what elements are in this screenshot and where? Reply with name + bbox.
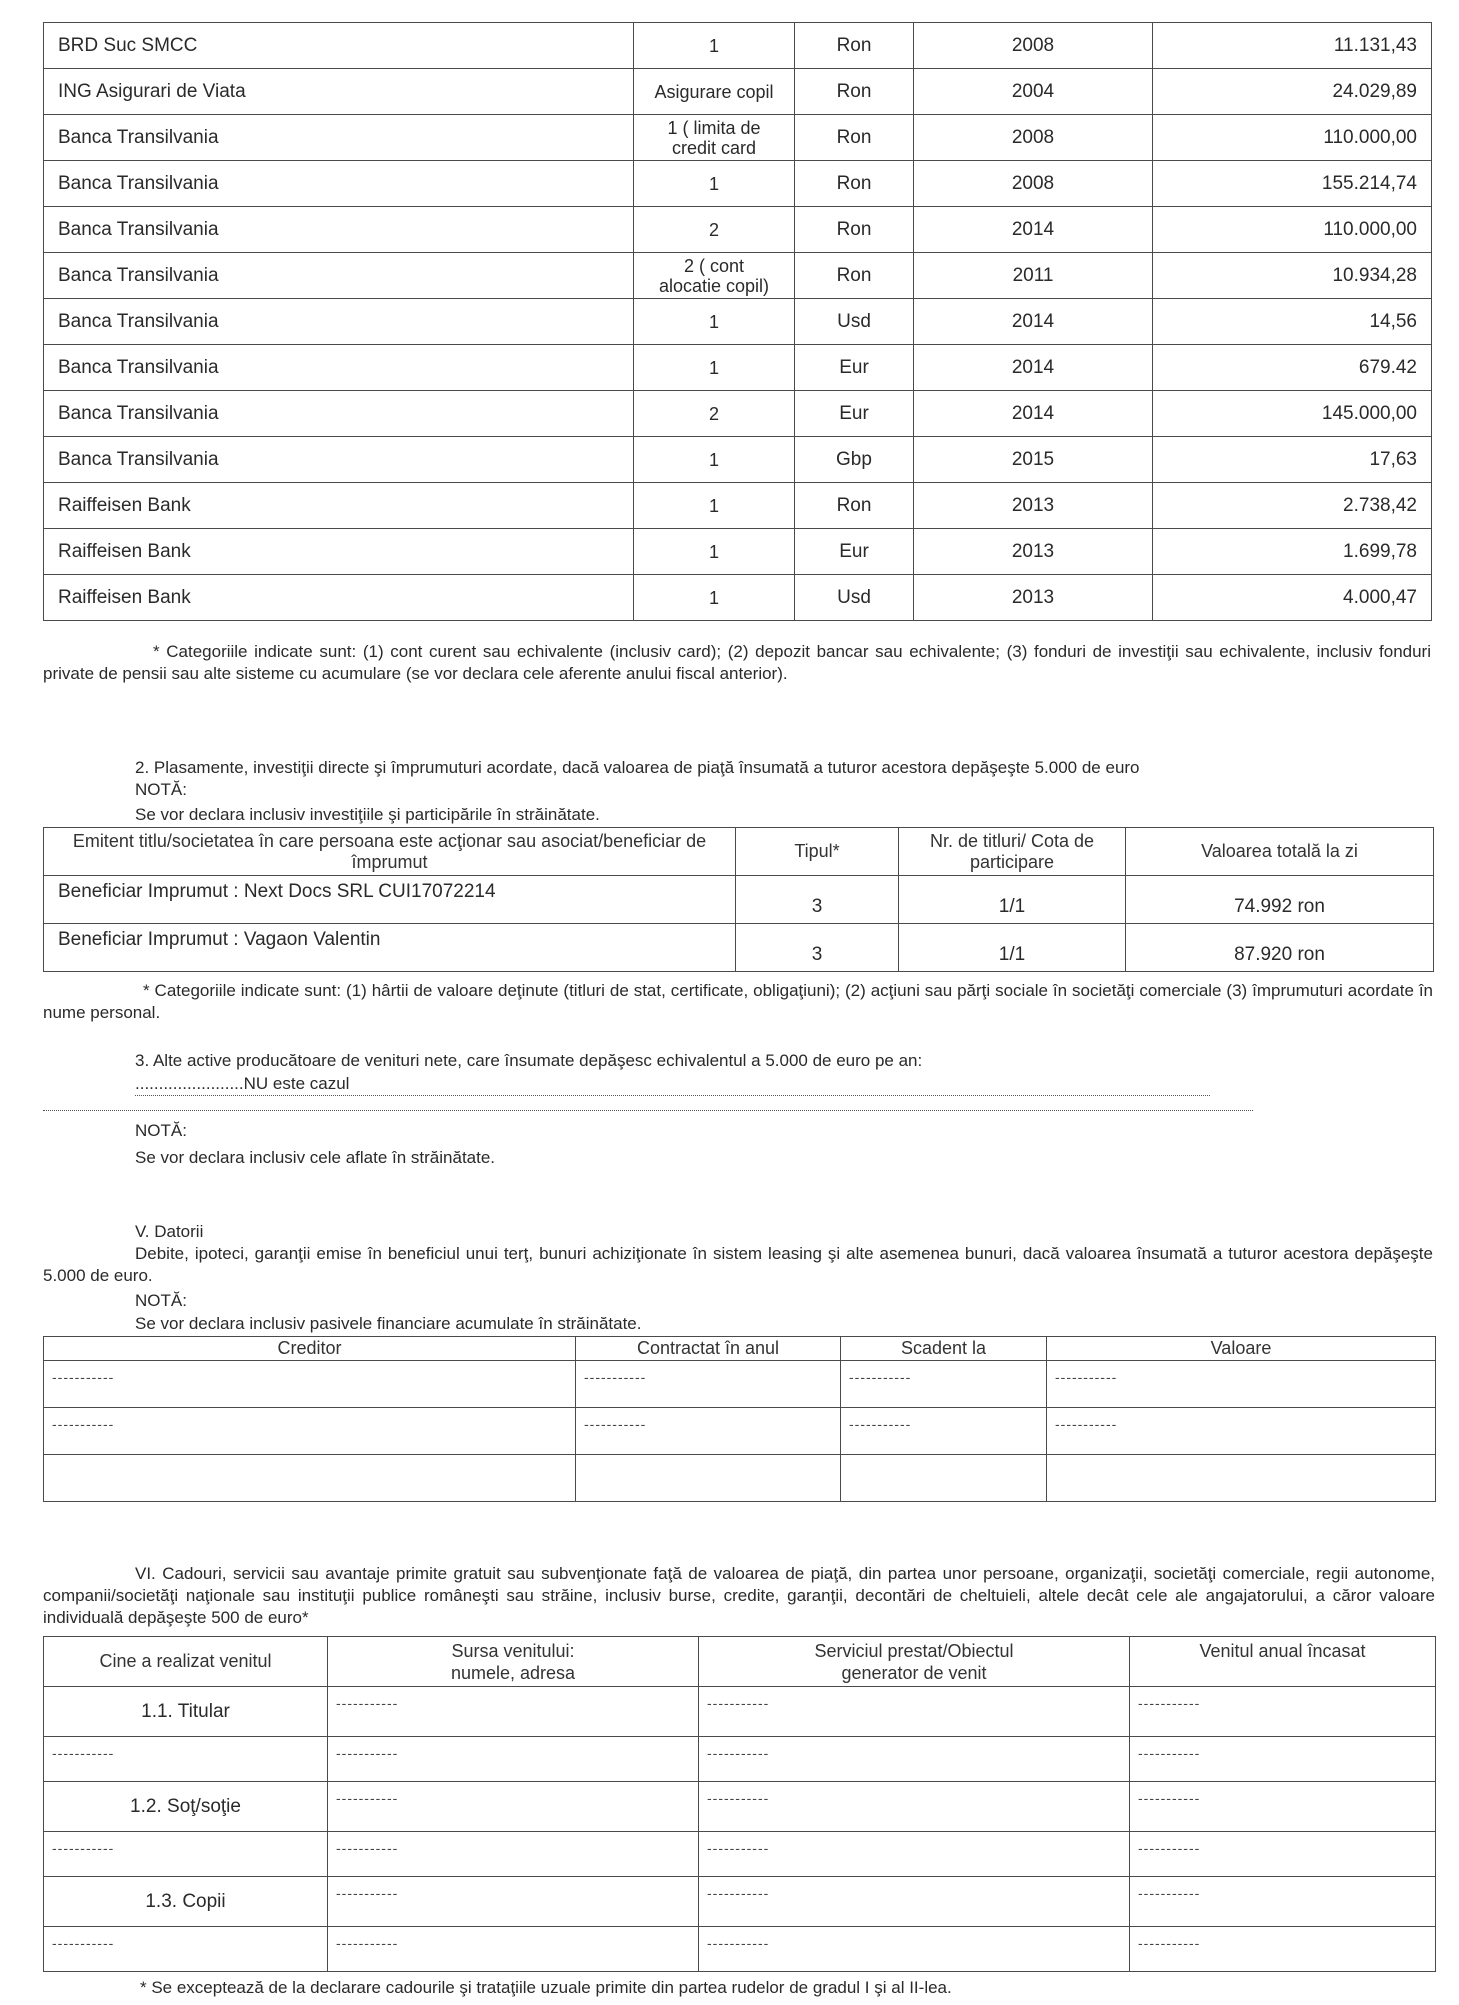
investments-header-row (44, 828, 1434, 876)
table-row (44, 1737, 1436, 1782)
account-type-cell: 1 (634, 575, 795, 621)
currency-cell: Usd (795, 299, 914, 345)
institution-cell: ING Asigurari de Viata (44, 69, 634, 115)
balance-cell: 145.000,00 (1153, 391, 1432, 437)
source-cell: ----------- (328, 1877, 699, 1927)
table-row (44, 483, 1432, 529)
creditor-cell: ----------- (44, 1408, 576, 1455)
account-type-cell: 1 (634, 299, 795, 345)
accounts-footnote: * Categoriile indicate sunt: (1) cont curent sau echivalente (inclusiv card); (2) depozit bancar sau echivalente; (3) fonduri de investiţii sau echivalente, inclusiv fonduri private de pensii sau alte sisteme cu acumulare (se vor declara cele aferente anului fiscal anterior). (43, 642, 1431, 683)
contract-year-cell (576, 1455, 841, 1502)
creditor-header: Creditor (44, 1337, 576, 1361)
year-opened-cell: 2008 (914, 115, 1153, 161)
currency-cell: Eur (795, 391, 914, 437)
table-row (44, 345, 1432, 391)
gifts-table (43, 1636, 1436, 1972)
currency-cell: Ron (795, 161, 914, 207)
debt-value-cell (1047, 1455, 1436, 1502)
debts-nota-text: Se vor declara inclusiv pasivele financiare acumulate în străinătate. (135, 1314, 642, 1333)
income-cell: ----------- (1130, 1687, 1436, 1737)
table-row (44, 1455, 1436, 1502)
other-assets-value (135, 1073, 1210, 1096)
balance-cell: 11.131,43 (1153, 23, 1432, 69)
contract-year-cell: ----------- (576, 1408, 841, 1455)
who-cell: ----------- (44, 1832, 328, 1877)
investments-table (43, 827, 1434, 972)
who-cell: 1.2. Soţ/soţie (44, 1782, 328, 1832)
table-row (44, 575, 1432, 621)
account-type-cell: 2 ( cont alocatie copil) (634, 253, 795, 299)
who-cell: ----------- (44, 1737, 328, 1782)
due-header: Scadent la (841, 1337, 1047, 1361)
source-cell: ----------- (328, 1737, 699, 1782)
institution-cell: Raiffeisen Bank (44, 529, 634, 575)
year-opened-cell: 2014 (914, 345, 1153, 391)
other-assets-nota-text: Se vor declara inclusiv cele aflate în străinătate. (135, 1148, 496, 1167)
income-cell: ----------- (1130, 1877, 1436, 1927)
value-cell: 74.992 ron (1126, 876, 1434, 924)
balance-cell: 17,63 (1153, 437, 1432, 483)
account-type-cell: 2 (634, 207, 795, 253)
table-row (44, 1832, 1436, 1877)
service-cell: ----------- (699, 1782, 1130, 1832)
table-row (44, 1361, 1436, 1408)
table-row (44, 207, 1432, 253)
income-cell: ----------- (1130, 1782, 1436, 1832)
gifts-header-row (44, 1637, 1436, 1687)
table-row (44, 1877, 1436, 1927)
year-opened-cell: 2013 (914, 483, 1153, 529)
service-cell: ----------- (699, 1737, 1130, 1782)
debts-section-title: V. Datorii (135, 1222, 204, 1241)
institution-cell: Banca Transilvania (44, 437, 634, 483)
debts-nota: NOTĂ: (135, 1291, 187, 1310)
currency-cell: Ron (795, 207, 914, 253)
account-type-cell: 1 (634, 23, 795, 69)
income-cell: ----------- (1130, 1832, 1436, 1877)
gifts-footnote: * Se exceptează de la declarare cadourile şi trataţiile uzuale primite din partea rudelor de gradul I şi al II-lea. (140, 1978, 952, 1997)
balance-cell: 4.000,47 (1153, 575, 1432, 621)
due-cell: ----------- (841, 1361, 1047, 1408)
who-cell: 1.3. Copii (44, 1877, 328, 1927)
account-type-cell: 1 ( limita de credit card (634, 115, 795, 161)
table-row (44, 529, 1432, 575)
service-cell: ----------- (699, 1832, 1130, 1877)
income-header: Venitul anual încasat (1130, 1637, 1436, 1687)
table-row (44, 253, 1432, 299)
service-cell: ----------- (699, 1687, 1130, 1737)
income-cell: ----------- (1130, 1927, 1436, 1972)
balance-cell: 14,56 (1153, 299, 1432, 345)
table-row (44, 924, 1434, 972)
source-header: Sursa venitului: numele, adresa (328, 1637, 699, 1687)
who-header: Cine a realizat venitul (44, 1637, 328, 1687)
type-header: Tipul* (736, 828, 899, 876)
table-row (44, 69, 1432, 115)
service-cell: ----------- (699, 1927, 1130, 1972)
currency-cell: Ron (795, 69, 914, 115)
other-assets-nota: NOTĂ: (135, 1121, 187, 1140)
institution-cell: Banca Transilvania (44, 345, 634, 391)
institution-cell: Banca Transilvania (44, 299, 634, 345)
debt-value-cell: ----------- (1047, 1408, 1436, 1455)
gifts-text: VI. Cadouri, servicii sau avantaje primite gratuit sau subvenţionate faţă de valoarea de piaţă, din partea unor persoane, organizaţii, societăţi comerciale, regii autonome, companii/societăţi naţionale sau instituţii publice româneşti sau străine, inclusiv burse, credite, garanţii, decontări de cheltuieli, altele decât cele ale angajatorului, a căror valoare individuală depăşeşte 500 de euro* (43, 1564, 1435, 1627)
who-cell: 1.1. Titular (44, 1687, 328, 1737)
balance-cell: 110.000,00 (1153, 115, 1432, 161)
balance-cell: 24.029,89 (1153, 69, 1432, 115)
other-assets-value-text: .......................NU este cazul (135, 1074, 353, 1093)
balance-cell: 2.738,42 (1153, 483, 1432, 529)
investments-nota: NOTĂ: (135, 780, 187, 799)
shares-header: Nr. de titluri/ Cota de participare (899, 828, 1126, 876)
other-assets-dotted-line (43, 1100, 1253, 1111)
issuer-cell: Beneficiar Imprumut : Next Docs SRL CUI17072214 (44, 876, 736, 924)
institution-cell: BRD Suc SMCC (44, 23, 634, 69)
source-cell: ----------- (328, 1832, 699, 1877)
investments-title: 2. Plasamente, investiţii directe şi împrumuturi acordate, dacă valoarea de piaţă însumată a tuturor acestora depăşeşte 5.000 de euro (135, 758, 1140, 777)
issuer-header: Emitent titlu/societatea în care persoana este acţionar sau asociat/beneficiar de împrumut (44, 828, 736, 876)
value-header: Valoarea totală la zi (1126, 828, 1434, 876)
account-type-cell: Asigurare copil (634, 69, 795, 115)
currency-cell: Ron (795, 253, 914, 299)
year-opened-cell: 2014 (914, 391, 1153, 437)
balance-cell: 10.934,28 (1153, 253, 1432, 299)
account-type-cell: 2 (634, 391, 795, 437)
who-cell: ----------- (44, 1927, 328, 1972)
accounts-table (43, 22, 1432, 621)
year-opened-cell: 2015 (914, 437, 1153, 483)
source-cell: ----------- (328, 1927, 699, 1972)
balance-cell: 1.699,78 (1153, 529, 1432, 575)
year-opened-cell: 2011 (914, 253, 1153, 299)
year-opened-cell: 2008 (914, 161, 1153, 207)
table-row (44, 1687, 1436, 1737)
issuer-cell: Beneficiar Imprumut : Vagaon Valentin (44, 924, 736, 972)
account-type-cell: 1 (634, 483, 795, 529)
shares-cell: 1/1 (899, 876, 1126, 924)
table-row (44, 1782, 1436, 1832)
year-opened-cell: 2013 (914, 529, 1153, 575)
currency-cell: Eur (795, 345, 914, 391)
value-cell: 87.920 ron (1126, 924, 1434, 972)
table-row (44, 299, 1432, 345)
creditor-cell: ----------- (44, 1361, 576, 1408)
account-type-cell: 1 (634, 345, 795, 391)
contract-year-cell: ----------- (576, 1361, 841, 1408)
year-opened-cell: 2013 (914, 575, 1153, 621)
institution-cell: Banca Transilvania (44, 253, 634, 299)
type-cell: 3 (736, 924, 899, 972)
table-row (44, 23, 1432, 69)
investments-footnote: * Categoriile indicate sunt: (1) hârtii de valoare deţinute (titluri de stat, certificate, obligaţiuni); (2) acţiuni sau părţi sociale în societăţi comerciale (3) împrumuturi acordate în nume personal. (43, 981, 1433, 1022)
balance-cell: 679.42 (1153, 345, 1432, 391)
institution-cell: Raiffeisen Bank (44, 575, 634, 621)
currency-cell: Ron (795, 483, 914, 529)
account-type-cell: 1 (634, 437, 795, 483)
institution-cell: Banca Transilvania (44, 207, 634, 253)
due-cell: ----------- (841, 1408, 1047, 1455)
source-cell: ----------- (328, 1782, 699, 1832)
debt-value-header: Valoare (1047, 1337, 1436, 1361)
due-cell (841, 1455, 1047, 1502)
debts-text: Debite, ipoteci, garanţii emise în beneficiul unui terţ, bunuri achiziţionate în sistem leasing şi alte asemenea bunuri, dacă valoarea însumată a tuturor acestora depăşeşte 5.000 de euro. (43, 1244, 1433, 1285)
balance-cell: 155.214,74 (1153, 161, 1432, 207)
account-type-cell: 1 (634, 529, 795, 575)
year-opened-cell: 2014 (914, 207, 1153, 253)
account-type-cell: 1 (634, 161, 795, 207)
source-cell: ----------- (328, 1687, 699, 1737)
contract-year-header: Contractat în anul (576, 1337, 841, 1361)
creditor-cell (44, 1455, 576, 1502)
table-row (44, 1927, 1436, 1972)
other-assets-title: 3. Alte active producătoare de venituri nete, care însumate depăşesc echivalentul a 5.000 de euro pe an: (135, 1051, 923, 1070)
year-opened-cell: 2004 (914, 69, 1153, 115)
table-row (44, 1408, 1436, 1455)
table-row (44, 161, 1432, 207)
debts-table (43, 1336, 1436, 1502)
investments-nota-text: Se vor declara inclusiv investiţiile şi participările în străinătate. (135, 805, 600, 824)
debts-header-row (44, 1337, 1436, 1361)
year-opened-cell: 2008 (914, 23, 1153, 69)
institution-cell: Raiffeisen Bank (44, 483, 634, 529)
service-cell: ----------- (699, 1877, 1130, 1927)
institution-cell: Banca Transilvania (44, 391, 634, 437)
table-row (44, 437, 1432, 483)
currency-cell: Usd (795, 575, 914, 621)
table-row (44, 391, 1432, 437)
institution-cell: Banca Transilvania (44, 161, 634, 207)
income-cell: ----------- (1130, 1737, 1436, 1782)
table-row (44, 115, 1432, 161)
currency-cell: Ron (795, 115, 914, 161)
balance-cell: 110.000,00 (1153, 207, 1432, 253)
service-header: Serviciul prestat/Obiectul generator de venit (699, 1637, 1130, 1687)
currency-cell: Eur (795, 529, 914, 575)
currency-cell: Ron (795, 23, 914, 69)
debt-value-cell: ----------- (1047, 1361, 1436, 1408)
shares-cell: 1/1 (899, 924, 1126, 972)
institution-cell: Banca Transilvania (44, 115, 634, 161)
table-row (44, 876, 1434, 924)
year-opened-cell: 2014 (914, 299, 1153, 345)
type-cell: 3 (736, 876, 899, 924)
currency-cell: Gbp (795, 437, 914, 483)
